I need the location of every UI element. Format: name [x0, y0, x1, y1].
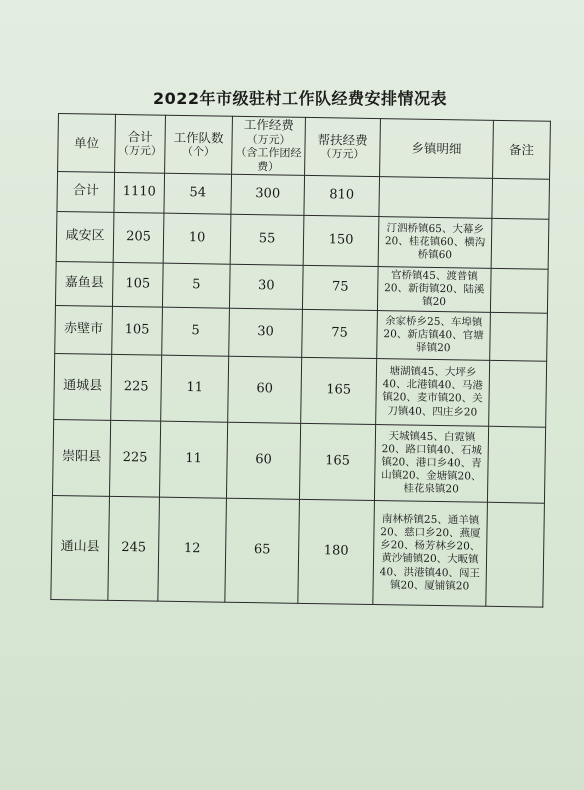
cell-work-funds: 65 — [225, 498, 300, 603]
cell-teams: 5 — [162, 263, 230, 308]
cell-unit: 通山县 — [51, 495, 110, 600]
cell-remark — [490, 268, 548, 313]
cell-aid-funds: 810 — [304, 175, 380, 216]
cell-aid-funds: 75 — [302, 309, 378, 358]
cell-teams: 10 — [163, 213, 231, 264]
cell-detail — [379, 176, 493, 218]
cell-work-funds: 55 — [230, 214, 304, 265]
cell-detail: 汀泗桥镇65、大幕乡20、桂花镇60、横沟桥镇60 — [378, 216, 492, 268]
cell-teams: 11 — [159, 421, 227, 498]
table-header-row — [58, 114, 551, 180]
cell-aid-funds: 150 — [303, 215, 379, 266]
cell-unit: 通城县 — [54, 353, 112, 420]
cell-unit: 赤壁市 — [55, 305, 113, 354]
table-row — [52, 419, 545, 503]
cell-remark — [487, 426, 545, 503]
header-remark: 备注 — [493, 120, 551, 179]
cell-remark — [486, 502, 545, 607]
header-work-funds-label: 工作经费 — [243, 116, 294, 133]
table-row — [55, 261, 548, 313]
header-work-funds — [232, 116, 306, 175]
header-work-funds-note: （含工作团经费） — [235, 146, 302, 174]
funding-table — [50, 113, 551, 608]
cell-detail: 塘湖镇45、大坪乡40、北港镇40、马港镇20、麦市镇20、关刀镇40、四庄乡20 — [376, 358, 490, 426]
cell-unit: 咸安区 — [56, 211, 114, 262]
table-row — [55, 305, 548, 361]
cell-work-funds: 300 — [231, 174, 305, 215]
cell-remark — [490, 312, 548, 361]
header-total-label: 合计 — [127, 128, 153, 145]
cell-remark — [489, 360, 547, 427]
cell-total: 1110 — [114, 172, 165, 213]
header-teams-label: 工作队数 — [173, 129, 224, 146]
cell-detail: 余家桥乡25、车埠镇20、新店镇40、官塘驿镇20 — [377, 310, 491, 360]
page-title: 2022年市级驻村工作队经费安排情况表 — [152, 89, 448, 108]
cell-aid-funds: 165 — [301, 357, 377, 424]
cell-total: 245 — [108, 496, 160, 601]
cell-total: 205 — [113, 212, 164, 263]
header-aid-funds-label: 帮扶经费 — [317, 131, 368, 148]
cell-total: 105 — [112, 262, 163, 307]
cell-work-funds: 30 — [229, 264, 303, 309]
header-unit: 单位 — [58, 114, 116, 173]
cell-detail: 南林桥镇25、通羊镇20、慈口乡20、燕厦乡20、杨芳林乡20、黄沙铺镇20、大畈镇40、洪港镇40、闯王镇20、厦铺镇20 — [373, 500, 488, 606]
cell-detail: 天城镇45、白霓镇20、路口镇40、石城镇20、港口乡40、青山镇20、金塘镇20、桂花泉镇20 — [374, 424, 488, 502]
cell-work-funds: 60 — [226, 422, 300, 499]
cell-teams: 11 — [161, 355, 229, 422]
cell-unit: 嘉鱼县 — [55, 261, 113, 306]
table-row — [54, 353, 547, 427]
cell-total: 105 — [112, 306, 163, 355]
cell-detail: 官桥镇45、渡普镇20、新街镇20、陆溪镇20 — [377, 266, 491, 312]
header-aid-funds-unit: （万元） — [320, 147, 365, 162]
cell-remark — [491, 218, 549, 269]
header-teams-unit: （个） — [181, 145, 216, 159]
cell-work-funds: 60 — [228, 356, 302, 423]
table-row — [56, 211, 549, 269]
cell-unit: 合计 — [57, 171, 115, 212]
cell-teams: 54 — [164, 173, 232, 214]
cell-aid-funds: 180 — [298, 499, 375, 604]
cell-aid-funds: 165 — [299, 423, 375, 500]
cell-remark — [492, 178, 550, 219]
cell-teams: 5 — [162, 307, 230, 356]
cell-unit: 崇阳县 — [52, 419, 110, 496]
cell-teams: 12 — [158, 497, 227, 602]
table-row — [51, 495, 545, 607]
cell-total: 225 — [111, 354, 162, 421]
cell-work-funds: 30 — [229, 308, 303, 357]
header-teams — [165, 115, 233, 174]
cell-total: 225 — [109, 420, 160, 497]
header-work-funds-unit: （万元） — [246, 132, 291, 147]
header-total — [115, 114, 166, 173]
header-detail: 乡镇明细 — [380, 119, 494, 179]
cell-aid-funds: 75 — [302, 265, 378, 310]
header-total-unit: （万元） — [117, 144, 163, 159]
header-aid-funds — [305, 117, 381, 176]
